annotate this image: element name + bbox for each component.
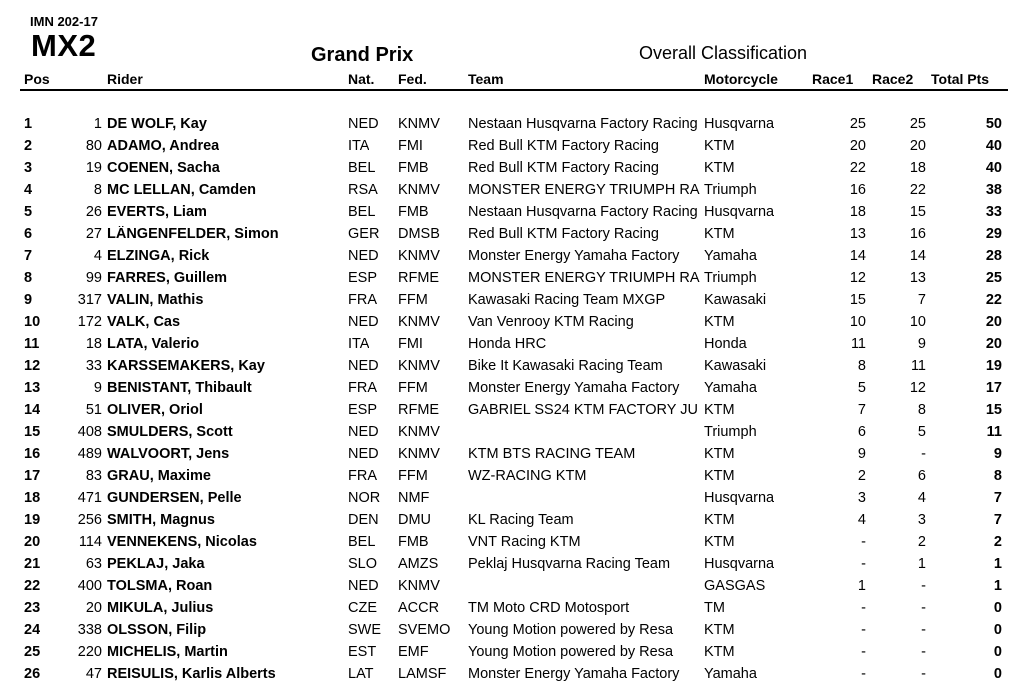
cell-nationality: ESP	[348, 402, 378, 418]
cell-federation: ACCR	[398, 600, 440, 616]
table-row	[0, 224, 1022, 246]
cell-nationality: ITA	[348, 138, 370, 154]
table-row	[0, 532, 1022, 554]
table-row	[0, 334, 1022, 356]
cell-race2: 14	[909, 248, 926, 264]
cell-race2: 3	[917, 512, 926, 528]
cell-federation: RFME	[398, 270, 440, 286]
cell-rider-number: 9	[93, 380, 102, 396]
cell-nationality: FRA	[348, 292, 377, 308]
cell-federation: EMF	[398, 644, 429, 660]
table-row	[0, 312, 1022, 334]
cell-pos: 10	[24, 314, 41, 330]
cell-pos: 25	[24, 644, 41, 660]
table-row	[0, 202, 1022, 224]
cell-federation: FMI	[398, 138, 423, 154]
cell-nationality: ITA	[348, 336, 370, 352]
cell-motorcycle: KTM	[704, 534, 735, 550]
cell-nationality: BEL	[348, 204, 376, 220]
cell-rider: PEKLAJ, Jaka	[107, 556, 205, 572]
cell-rider-number: 114	[78, 534, 102, 550]
cell-race2: 18	[909, 160, 926, 176]
cell-total-points: 8	[993, 468, 1002, 484]
cell-pos: 16	[24, 446, 41, 462]
cell-motorcycle: Triumph	[704, 182, 757, 198]
cell-team: Red Bull KTM Factory Racing	[468, 226, 659, 242]
cell-team: MONSTER ENERGY TRIUMPH RA	[468, 270, 700, 286]
cell-total-points: 20	[985, 314, 1002, 330]
cell-rider: LATA, Valerio	[107, 336, 200, 352]
cell-nationality: NED	[348, 578, 379, 594]
cell-rider-number: 51	[85, 402, 102, 418]
cell-pos: 6	[24, 226, 33, 242]
cell-rider: FARRES, Guillem	[107, 270, 228, 286]
cell-nationality: SWE	[348, 622, 382, 638]
header-nat: Nat.	[348, 71, 375, 87]
cell-total-points: 11	[986, 424, 1002, 440]
cell-race1: 12	[849, 270, 866, 286]
cell-race2: 13	[909, 270, 926, 286]
cell-rider-number: 80	[85, 138, 102, 154]
cell-team: TM Moto CRD Motosport	[468, 600, 630, 616]
cell-rider: EVERTS, Liam	[107, 204, 207, 220]
table-row	[0, 510, 1022, 532]
cell-race1: 15	[849, 292, 866, 308]
cell-race1: 8	[857, 358, 866, 374]
cell-rider: VENNEKENS, Nicolas	[107, 534, 257, 550]
cell-pos: 12	[24, 358, 41, 374]
cell-race1: 5	[857, 380, 866, 396]
cell-team: Young Motion powered by Resa	[468, 644, 674, 660]
cell-rider: MICHELIS, Martin	[107, 644, 228, 660]
cell-motorcycle: Husqvarna	[704, 490, 775, 506]
cell-team: Van Venrooy KTM Racing	[468, 314, 634, 330]
cell-team: Nestaan Husqvarna Factory Racing	[468, 204, 698, 220]
cell-race1: -	[861, 644, 866, 660]
cell-federation: DMU	[398, 512, 432, 528]
cell-rider-number: 338	[77, 622, 102, 638]
cell-pos: 2	[24, 138, 33, 154]
cell-race1: 6	[857, 424, 866, 440]
event-code: IMN 202-17	[30, 14, 98, 29]
cell-team: Bike It Kawasaki Racing Team	[468, 358, 663, 374]
cell-race1: 22	[849, 160, 866, 176]
cell-race1: 14	[849, 248, 866, 264]
cell-rider-number: 83	[85, 468, 102, 484]
table-row	[0, 598, 1022, 620]
cell-rider-number: 489	[77, 446, 102, 462]
cell-race1: -	[861, 534, 866, 550]
cell-total-points: 22	[985, 292, 1002, 308]
cell-pos: 7	[24, 248, 33, 264]
cell-rider: REISULIS, Karlis Alberts	[107, 666, 276, 682]
cell-nationality: SLO	[348, 556, 378, 572]
table-row	[0, 290, 1022, 312]
cell-rider: KARSSEMAKERS, Kay	[107, 358, 265, 374]
cell-race1: 2	[857, 468, 866, 484]
cell-federation: FMB	[398, 204, 429, 220]
cell-team: KTM BTS RACING TEAM	[468, 446, 636, 462]
cell-rider: ADAMO, Andrea	[107, 138, 220, 154]
table-row	[0, 620, 1022, 642]
cell-pos: 1	[24, 116, 33, 132]
cell-total-points: 0	[993, 622, 1002, 638]
cell-race2: 8	[917, 402, 926, 418]
cell-motorcycle: Husqvarna	[704, 204, 775, 220]
cell-pos: 3	[24, 160, 33, 176]
cell-total-points: 7	[993, 490, 1002, 506]
cell-motorcycle: Kawasaki	[704, 292, 767, 308]
cell-nationality: EST	[348, 644, 377, 660]
cell-motorcycle: KTM	[704, 402, 735, 418]
header-fed: Fed.	[398, 71, 427, 87]
cell-team: Monster Energy Yamaha Factory	[468, 380, 680, 396]
cell-pos: 23	[24, 600, 41, 616]
cell-federation: FFM	[398, 468, 428, 484]
cell-rider-number: 400	[77, 578, 102, 594]
cell-motorcycle: TM	[704, 600, 725, 616]
cell-federation: FFM	[398, 380, 428, 396]
cell-race1: 11	[850, 336, 866, 352]
table-row	[0, 444, 1022, 466]
cell-total-points: 17	[985, 380, 1002, 396]
header-team: Team	[468, 71, 504, 87]
cell-race2: 25	[909, 116, 926, 132]
cell-motorcycle: Husqvarna	[704, 116, 775, 132]
cell-total-points: 15	[985, 402, 1002, 418]
cell-nationality: BEL	[348, 160, 376, 176]
cell-nationality: FRA	[348, 468, 377, 484]
table-row	[0, 664, 1022, 686]
cell-team: Monster Energy Yamaha Factory	[468, 248, 680, 264]
table-row	[0, 378, 1022, 400]
cell-total-points: 0	[993, 644, 1002, 660]
grand-prix-title: Grand Prix	[311, 44, 414, 66]
cell-race2: -	[921, 446, 926, 462]
cell-pos: 14	[24, 402, 41, 418]
cell-race2: 10	[909, 314, 926, 330]
cell-team: GABRIEL SS24 KTM FACTORY JU	[468, 402, 698, 418]
cell-total-points: 19	[985, 358, 1002, 374]
cell-rider: ELZINGA, Rick	[107, 248, 210, 264]
cell-rider-number: 63	[85, 556, 102, 572]
cell-nationality: NED	[348, 358, 379, 374]
cell-total-points: 29	[985, 226, 1002, 242]
table-row	[0, 114, 1022, 136]
cell-team: Kawasaki Racing Team MXGP	[468, 292, 666, 308]
cell-rider-number: 99	[85, 270, 102, 286]
cell-team: Nestaan Husqvarna Factory Racing	[468, 116, 698, 132]
cell-total-points: 7	[993, 512, 1002, 528]
cell-team: Peklaj Husqvarna Racing Team	[468, 556, 671, 572]
cell-nationality: FRA	[348, 380, 377, 396]
table-row	[0, 554, 1022, 576]
cell-pos: 18	[24, 490, 41, 506]
cell-motorcycle: Husqvarna	[704, 556, 775, 572]
classification-title: Overall Classification	[639, 43, 808, 63]
cell-motorcycle: Honda	[704, 336, 747, 352]
cell-race1: 4	[857, 512, 866, 528]
table-row	[0, 642, 1022, 664]
cell-total-points: 28	[985, 248, 1002, 264]
cell-total-points: 2	[993, 534, 1002, 550]
cell-rider: GRAU, Maxime	[107, 468, 211, 484]
header-race2: Race2	[872, 71, 914, 87]
cell-race2: 7	[917, 292, 926, 308]
cell-team: VNT Racing KTM	[468, 534, 581, 550]
cell-pos: 19	[24, 512, 41, 528]
cell-motorcycle: KTM	[704, 314, 735, 330]
cell-pos: 21	[24, 556, 41, 572]
cell-motorcycle: Triumph	[704, 270, 757, 286]
cell-federation: KNMV	[398, 182, 440, 198]
cell-team: Honda HRC	[468, 336, 547, 352]
header-divider	[20, 89, 1008, 91]
cell-federation: LAMSF	[398, 666, 447, 682]
cell-motorcycle: KTM	[704, 644, 735, 660]
table-row	[0, 400, 1022, 422]
cell-rider-number: 33	[85, 358, 102, 374]
cell-nationality: NED	[348, 424, 379, 440]
cell-rider: TOLSMA, Roan	[107, 578, 213, 594]
cell-pos: 11	[24, 336, 40, 352]
cell-team: MONSTER ENERGY TRIUMPH RA	[468, 182, 700, 198]
cell-race2: -	[921, 666, 926, 682]
cell-nationality: GER	[348, 226, 380, 242]
cell-nationality: NED	[348, 446, 379, 462]
cell-race2: 1	[917, 556, 926, 572]
cell-race2: 22	[909, 182, 926, 198]
header-motorcycle: Motorcycle	[704, 71, 778, 87]
cell-rider-number: 19	[85, 160, 102, 176]
cell-pos: 17	[24, 468, 41, 484]
cell-rider: MIKULA, Julius	[107, 600, 214, 616]
cell-nationality: NED	[348, 314, 379, 330]
cell-federation: KNMV	[398, 116, 440, 132]
cell-nationality: NED	[348, 248, 379, 264]
cell-total-points: 40	[985, 160, 1002, 176]
cell-motorcycle: KTM	[704, 446, 735, 462]
cell-race1: 25	[849, 116, 866, 132]
cell-motorcycle: KTM	[704, 512, 735, 528]
cell-rider-number: 172	[77, 314, 102, 330]
cell-race2: 15	[909, 204, 926, 220]
cell-federation: SVEMO	[398, 622, 451, 638]
cell-federation: FMB	[398, 160, 429, 176]
table-row	[0, 356, 1022, 378]
cell-race2: 16	[909, 226, 926, 242]
cell-motorcycle: Kawasaki	[704, 358, 767, 374]
cell-race1: 10	[849, 314, 866, 330]
cell-rider: LÄNGENFELDER, Simon	[107, 226, 279, 242]
cell-rider: COENEN, Sacha	[107, 160, 220, 176]
table-row	[0, 246, 1022, 268]
cell-rider: MC LELLAN, Camden	[107, 182, 257, 198]
cell-race1: 9	[857, 446, 866, 462]
cell-pos: 13	[24, 380, 41, 396]
cell-motorcycle: KTM	[704, 160, 735, 176]
cell-federation: RFME	[398, 402, 440, 418]
cell-total-points: 1	[993, 578, 1002, 594]
cell-rider-number: 317	[77, 292, 102, 308]
cell-rider-number: 220	[77, 644, 102, 660]
cell-rider-number: 20	[85, 600, 102, 616]
cell-race1: -	[861, 622, 866, 638]
cell-motorcycle: Yamaha	[704, 380, 757, 396]
cell-total-points: 38	[985, 182, 1002, 198]
cell-rider-number: 256	[77, 512, 102, 528]
cell-rider: OLSSON, Filip	[107, 622, 207, 638]
cell-federation: KNMV	[398, 314, 440, 330]
cell-team: KL Racing Team	[468, 512, 574, 528]
cell-federation: AMZS	[398, 556, 439, 572]
cell-race2: 5	[917, 424, 926, 440]
cell-rider: WALVOORT, Jens	[107, 446, 230, 462]
cell-team: Young Motion powered by Resa	[468, 622, 674, 638]
cell-race2: 11	[910, 358, 926, 374]
cell-race2: -	[921, 622, 926, 638]
cell-rider-number: 471	[77, 490, 102, 506]
cell-rider: GUNDERSEN, Pelle	[107, 490, 242, 506]
table-row	[0, 576, 1022, 598]
cell-total-points: 33	[985, 204, 1002, 220]
cell-race2: 12	[909, 380, 926, 396]
cell-rider-number: 408	[77, 424, 102, 440]
cell-motorcycle: Yamaha	[704, 248, 757, 264]
cell-pos: 8	[24, 270, 33, 286]
class-title: MX2	[31, 28, 97, 63]
header-race1: Race1	[812, 71, 854, 87]
cell-race2: -	[921, 644, 926, 660]
table-row	[0, 488, 1022, 510]
cell-pos: 20	[24, 534, 41, 550]
cell-rider-number: 27	[85, 226, 102, 242]
cell-rider-number: 8	[93, 182, 102, 198]
cell-federation: NMF	[398, 490, 430, 506]
cell-pos: 9	[24, 292, 33, 308]
cell-pos: 24	[24, 622, 41, 638]
table-row	[0, 180, 1022, 202]
cell-federation: KNMV	[398, 248, 440, 264]
cell-total-points: 20	[985, 336, 1002, 352]
cell-rider-number: 47	[85, 666, 102, 682]
cell-race2: -	[921, 600, 926, 616]
cell-total-points: 50	[985, 116, 1002, 132]
cell-total-points: 1	[993, 556, 1002, 572]
cell-federation: KNMV	[398, 358, 440, 374]
cell-pos: 26	[24, 666, 41, 682]
cell-motorcycle: KTM	[704, 468, 735, 484]
cell-rider: OLIVER, Oriol	[107, 402, 203, 418]
cell-motorcycle: KTM	[704, 226, 735, 242]
cell-race1: -	[861, 556, 866, 572]
cell-rider: DE WOLF, Kay	[107, 116, 207, 132]
cell-total-points: 25	[985, 270, 1002, 286]
cell-nationality: CZE	[348, 600, 377, 616]
cell-total-points: 0	[993, 600, 1002, 616]
cell-rider-number: 18	[85, 336, 102, 352]
cell-federation: KNMV	[398, 446, 440, 462]
cell-race2: 6	[917, 468, 926, 484]
cell-nationality: NOR	[348, 490, 381, 506]
cell-nationality: ESP	[348, 270, 378, 286]
cell-nationality: NED	[348, 116, 379, 132]
cell-federation: KNMV	[398, 424, 440, 440]
cell-federation: KNMV	[398, 578, 440, 594]
cell-race1: 1	[857, 578, 866, 594]
cell-team: Red Bull KTM Factory Racing	[468, 138, 659, 154]
cell-pos: 15	[24, 424, 41, 440]
cell-rider: SMITH, Magnus	[107, 512, 215, 528]
cell-total-points: 9	[993, 446, 1002, 462]
cell-federation: FMB	[398, 534, 429, 550]
cell-team: WZ-RACING KTM	[468, 468, 587, 484]
cell-nationality: BEL	[348, 534, 376, 550]
cell-race2: 9	[917, 336, 926, 352]
cell-race1: 16	[849, 182, 866, 198]
cell-rider: VALK, Cas	[107, 314, 181, 330]
cell-motorcycle: GASGAS	[704, 578, 766, 594]
cell-total-points: 40	[985, 138, 1002, 154]
cell-race1: 20	[849, 138, 866, 154]
header-total: Total Pts	[931, 71, 990, 87]
cell-nationality: RSA	[348, 182, 378, 198]
cell-race1: 7	[857, 402, 866, 418]
cell-race1: 3	[857, 490, 866, 506]
cell-pos: 22	[24, 578, 41, 594]
cell-race1: 13	[849, 226, 866, 242]
table-row	[0, 422, 1022, 444]
cell-race2: 20	[909, 138, 926, 154]
cell-total-points: 0	[993, 666, 1002, 682]
cell-nationality: LAT	[348, 666, 374, 682]
header-pos: Pos	[24, 71, 50, 87]
cell-pos: 4	[24, 182, 33, 198]
cell-rider: VALIN, Mathis	[107, 292, 204, 308]
cell-nationality: DEN	[348, 512, 379, 528]
table-header	[0, 70, 1022, 90]
table-row	[0, 466, 1022, 488]
cell-rider: SMULDERS, Scott	[107, 424, 233, 440]
table-row	[0, 268, 1022, 290]
cell-race2: 4	[917, 490, 926, 506]
cell-rider-number: 1	[93, 116, 102, 132]
cell-race1: -	[861, 666, 866, 682]
cell-motorcycle: KTM	[704, 138, 735, 154]
cell-race2: 2	[917, 534, 926, 550]
cell-race2: -	[921, 578, 926, 594]
cell-federation: FFM	[398, 292, 428, 308]
cell-rider-number: 26	[85, 204, 102, 220]
cell-race1: -	[861, 600, 866, 616]
cell-race1: 18	[849, 204, 866, 220]
cell-team: Red Bull KTM Factory Racing	[468, 160, 659, 176]
table-row	[0, 158, 1022, 180]
cell-motorcycle: Triumph	[704, 424, 757, 440]
cell-team: Monster Energy Yamaha Factory	[468, 666, 680, 682]
cell-rider-number: 4	[93, 248, 102, 264]
table-row	[0, 136, 1022, 158]
cell-motorcycle: KTM	[704, 622, 735, 638]
cell-federation: FMI	[398, 336, 423, 352]
cell-pos: 5	[24, 204, 33, 220]
cell-federation: DMSB	[398, 226, 440, 242]
header-rider: Rider	[107, 71, 143, 87]
cell-motorcycle: Yamaha	[704, 666, 757, 682]
cell-rider: BENISTANT, Thibault	[107, 380, 252, 396]
